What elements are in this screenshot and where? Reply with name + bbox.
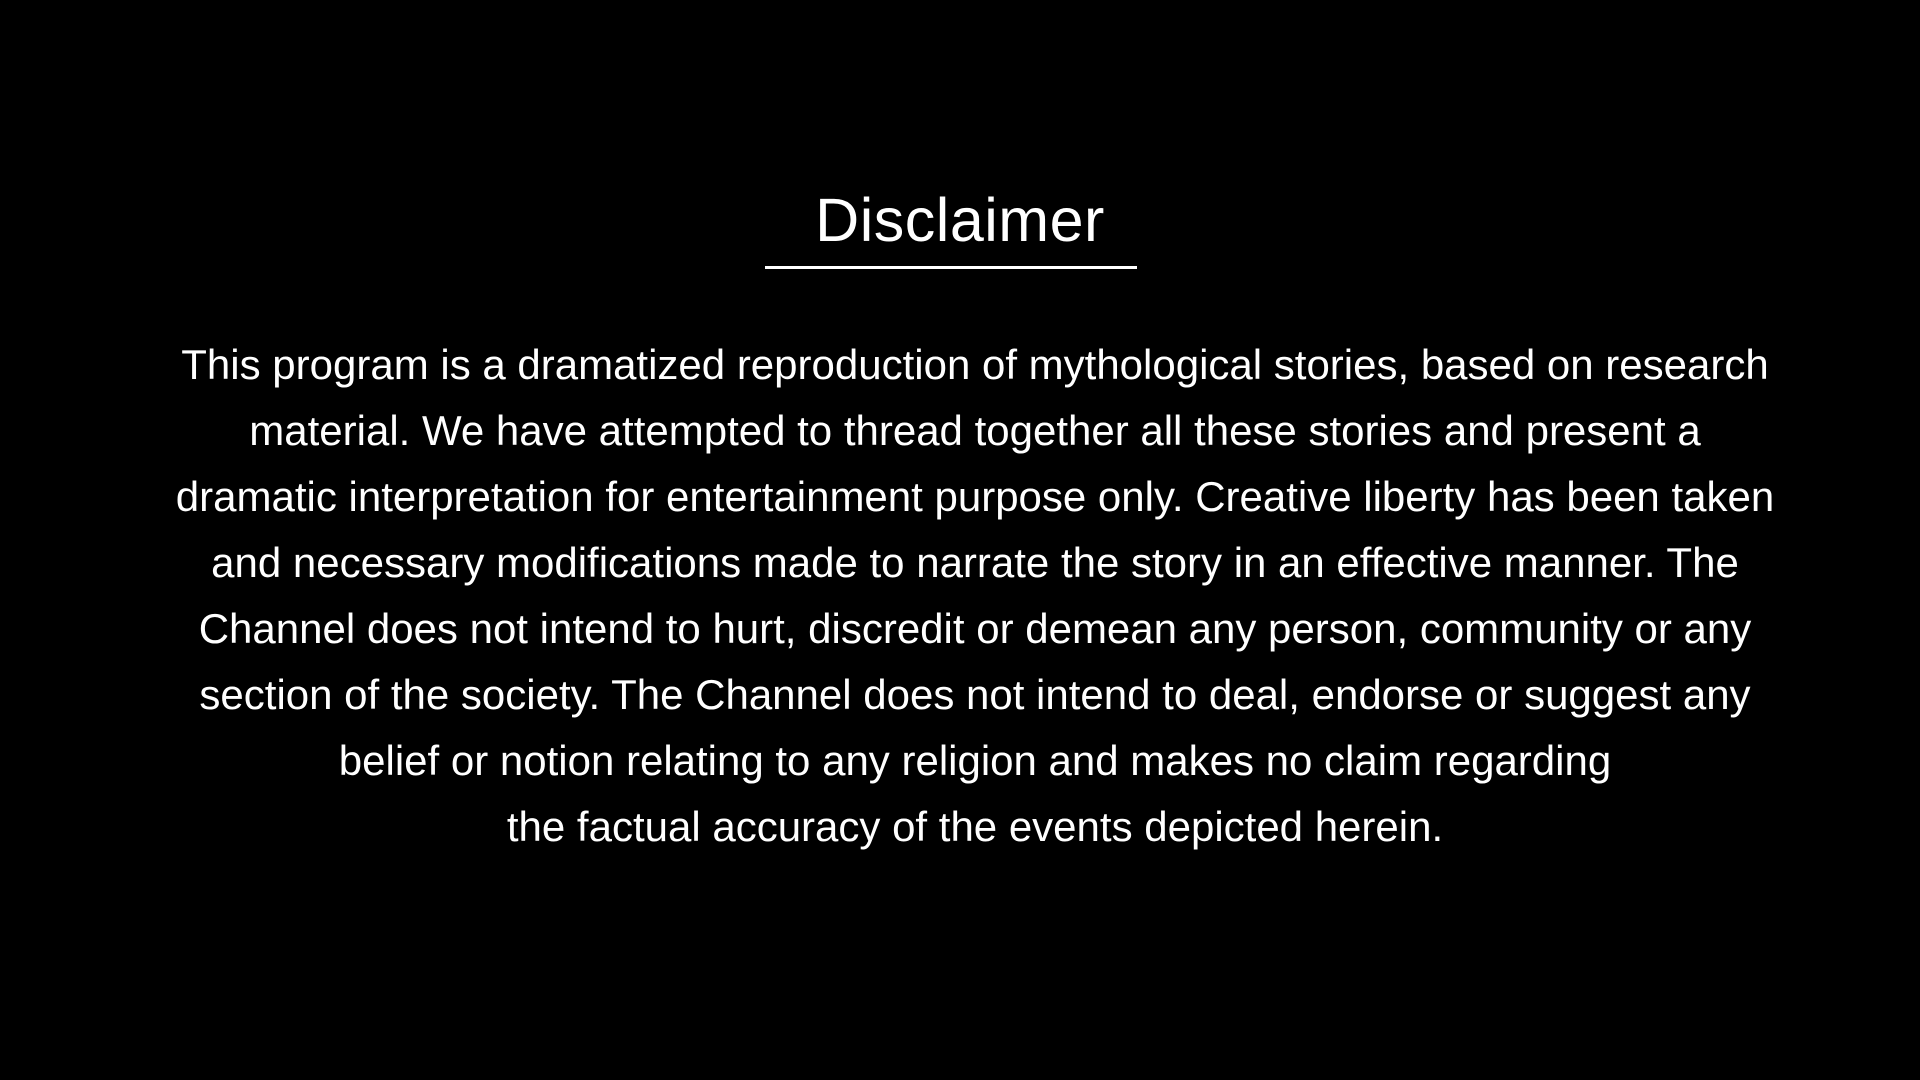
disclaimer-line: Channel does not intend to hurt, discredit or demean any person, community or any <box>198 605 1752 652</box>
disclaimer-line: dramatic interpretation for entertainment purpose only. Creative liberty has been taken <box>175 473 1775 520</box>
disclaimer-line: section of the society. The Channel does not intend to deal, endorse or suggest any <box>199 671 1751 718</box>
disclaimer-line: and necessary modifications made to narrate the story in an effective manner. The <box>211 539 1739 586</box>
disclaimer-line: the factual accuracy of the events depicted herein. <box>506 803 1444 850</box>
disclaimer-line: belief or notion relating to any religion and makes no claim regarding <box>338 737 1612 784</box>
disclaimer-line: material. We have attempted to thread together all these stories and present a <box>249 407 1701 454</box>
title-underline <box>765 266 1137 269</box>
disclaimer-title: Disclaimer <box>815 186 1105 254</box>
disclaimer-line: This program is a dramatized reproduction of mythological stories, based on research <box>181 341 1769 388</box>
disclaimer-body <box>15 332 1920 860</box>
